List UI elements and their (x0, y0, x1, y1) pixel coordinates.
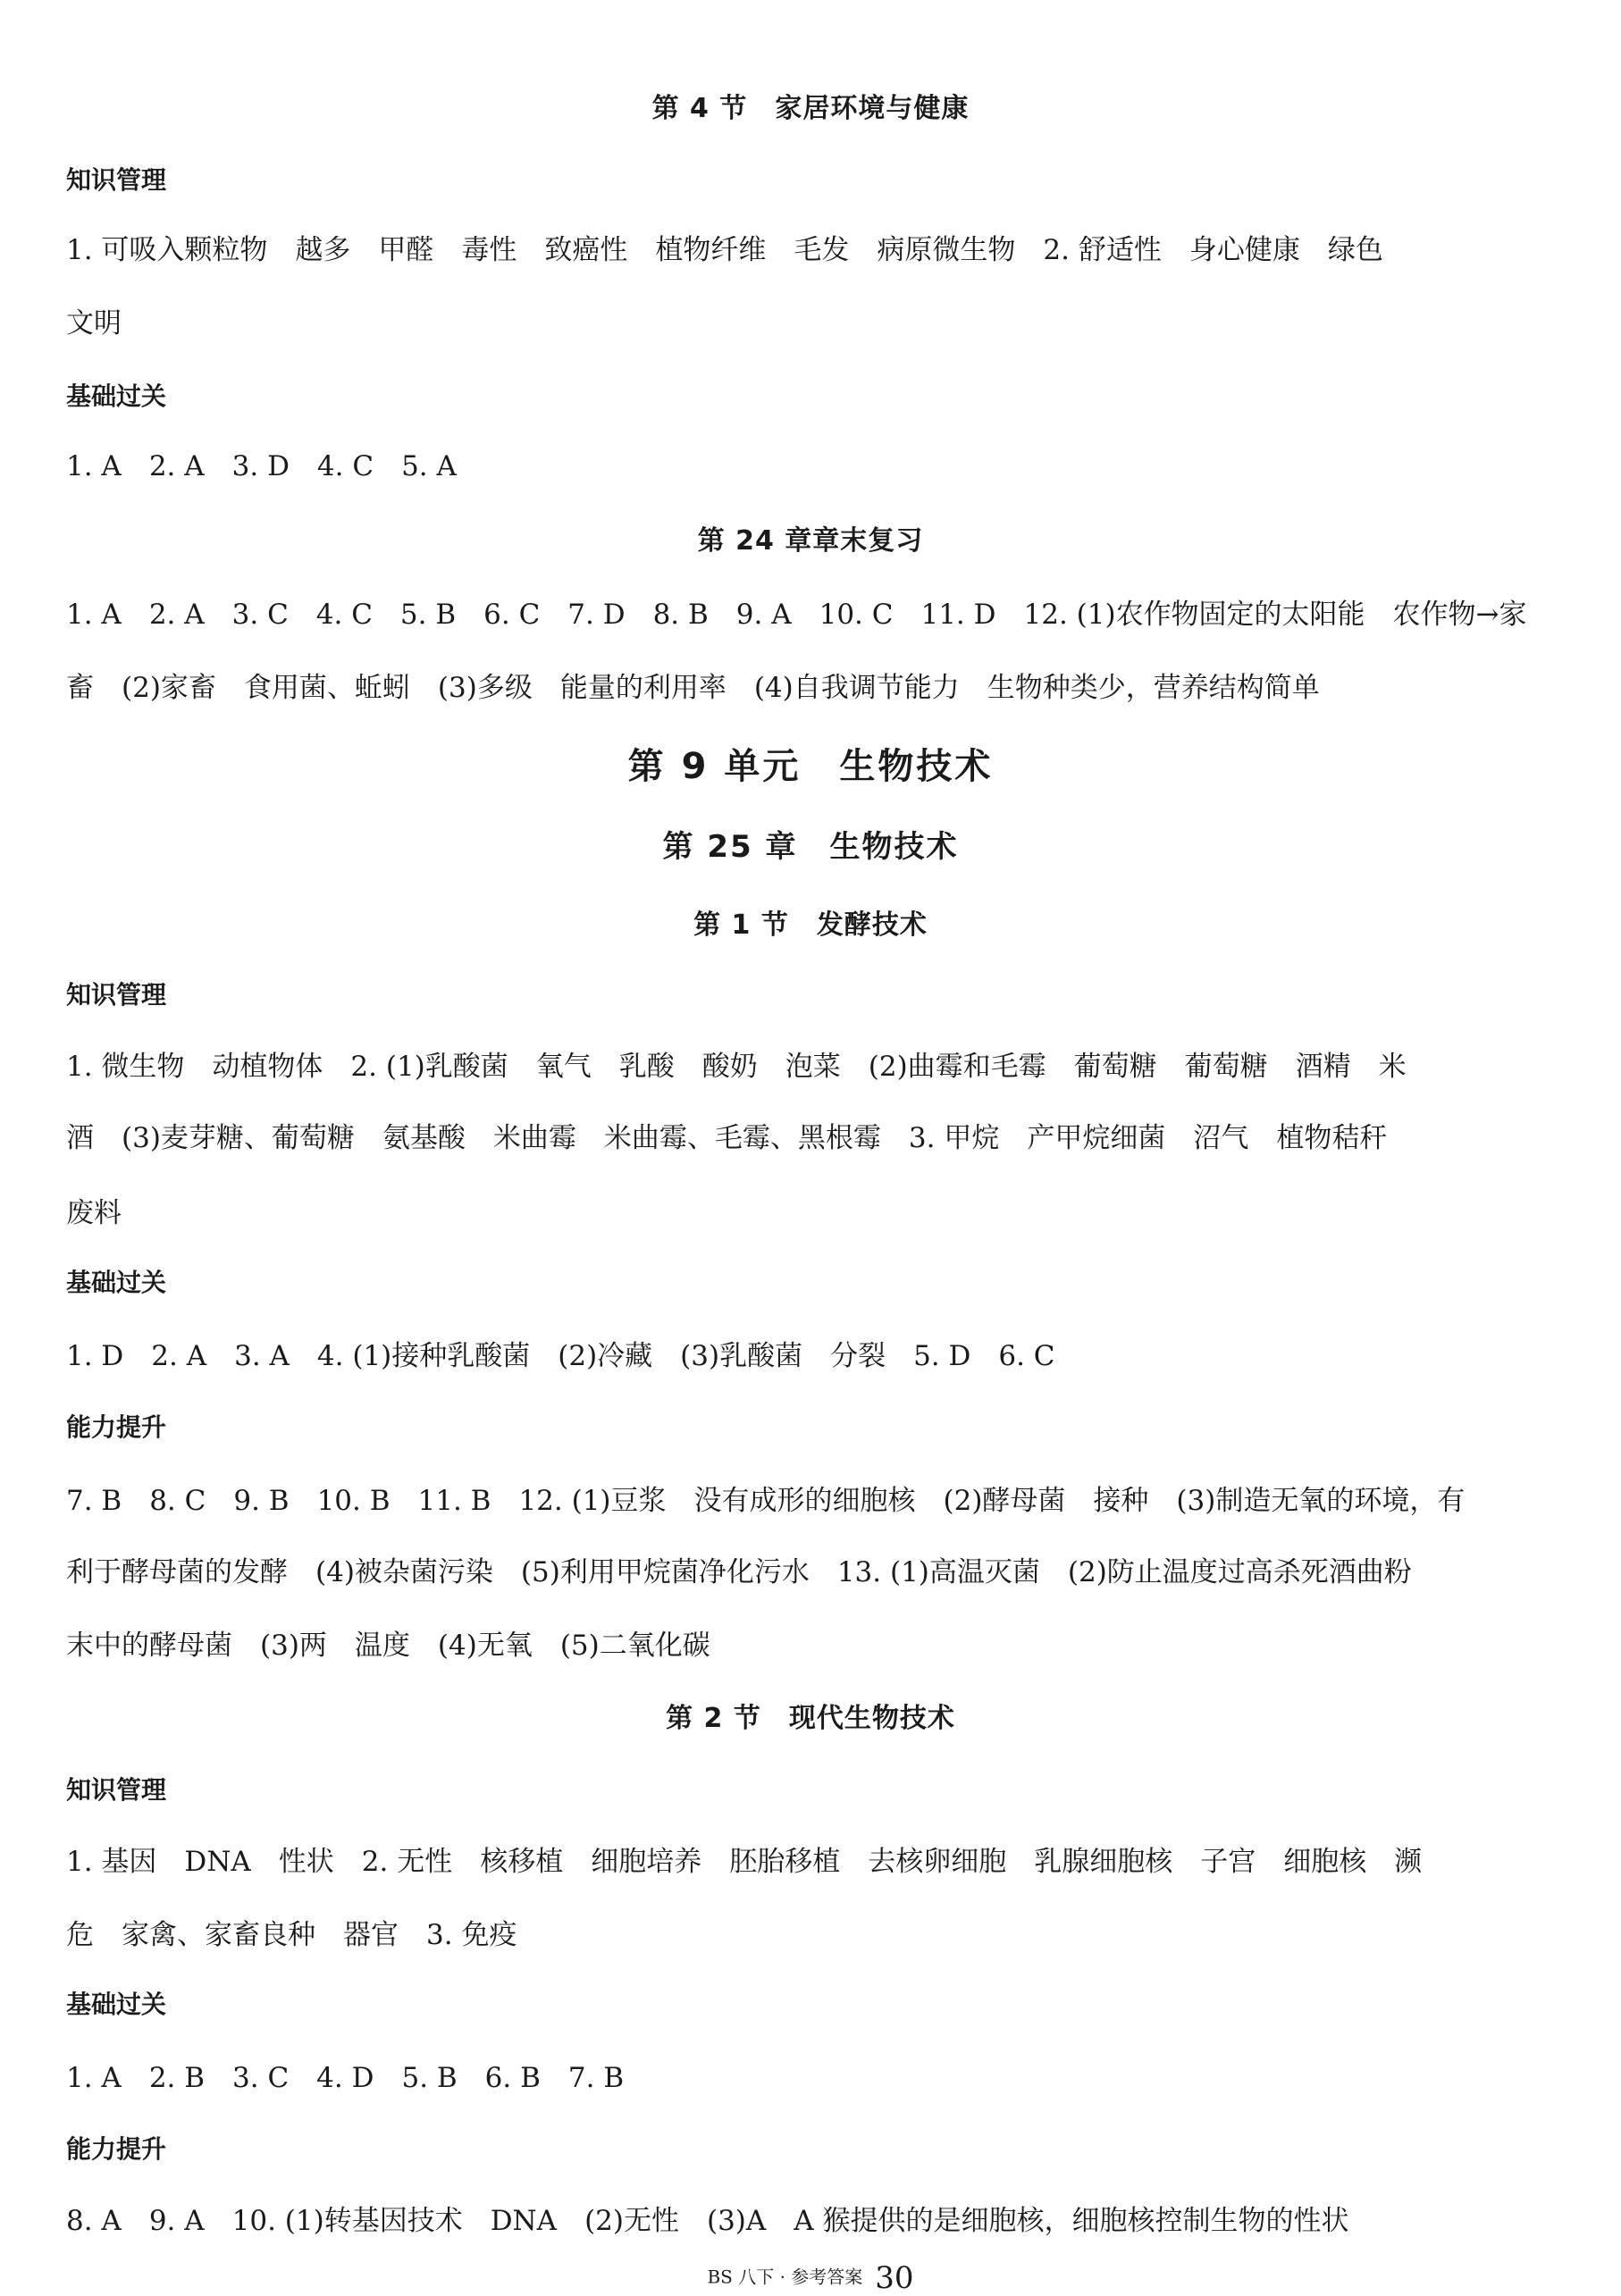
answer-line: 1. 基因 DNA 性状 2. 无性 核移植 细胞培养 胚胎移植 去核卵细胞 乳腺细胞核 子宫 细胞核 濒 (66, 1846, 1423, 1878)
section-heading: 第 1 节 发酵技术 (693, 909, 928, 941)
unit-heading: 第 9 单元 生物技术 (627, 746, 994, 787)
label-knowledge: 知识管理 (66, 165, 167, 195)
section-heading: 第 4 节 家居环境与健康 (651, 93, 970, 124)
answer-line: 1. 微生物 动植物体 2. (1)乳酸菌 氧气 乳酸 酸奶 泡菜 (2)曲霉和毛霉 葡萄糖 葡萄糖 酒精 米 (66, 1051, 1407, 1083)
answer-line: 1. A 2. A 3. C 4. C 5. B 6. C 7. D 8. B 9. A 10. C 11. D 12. (1)农作物固定的太阳能 农作物→家 (66, 599, 1527, 631)
answer-line: 1. D 2. A 3. A 4. (1)接种乳酸菌 (2)冷藏 (3)乳酸菌 分裂 5. D 6. C (66, 1340, 1055, 1372)
answer-line: 废料 (66, 1197, 122, 1229)
answer-line: 危 家禽、家畜良种 器官 3. 免疫 (66, 1919, 517, 1951)
page-footer (0, 2260, 1621, 2296)
answer-line: 1. A 2. A 3. D 4. C 5. A (66, 450, 457, 482)
label-knowledge: 知识管理 (66, 1775, 167, 1805)
answer-line: 1. 可吸入颗粒物 越多 甲醛 毒性 致癌性 植物纤维 毛发 病原微生物 2. 舒适性 身心健康 绿色 (66, 234, 1383, 266)
answer-line: 酒 (3)麦芽糖、葡萄糖 氨基酸 米曲霉 米曲霉、毛霉、黑根霉 3. 甲烷 产甲烷细菌 沼气 植物秸秆 (66, 1122, 1388, 1154)
answer-line: 文明 (66, 307, 122, 339)
page-number: 30 (875, 2260, 914, 2296)
answer-line: 末中的酵母菌 (3)两 温度 (4)无氧 (5)二氧化碳 (66, 1630, 710, 1662)
chapter-heading: 第 25 章 生物技术 (662, 829, 959, 865)
label-advanced: 能力提升 (66, 2134, 167, 2164)
label-basic: 基础过关 (66, 1268, 167, 1297)
footer-label: BS 八下 · 参考答案 (707, 2266, 863, 2288)
answer-line: 利于酵母菌的发酵 (4)被杂菌污染 (5)利用甲烷菌净化污水 13. (1)高温灭菌 (2)防止温度过高杀死酒曲粉 (66, 1556, 1412, 1588)
label-basic: 基础过关 (66, 1990, 167, 2019)
section-heading: 第 2 节 现代生物技术 (666, 1703, 955, 1734)
answer-line: 7. B 8. C 9. B 10. B 11. B 12. (1)豆浆 没有成形的细胞核 (2)酵母菌 接种 (3)制造无氧的环境，有 (66, 1485, 1466, 1517)
label-knowledge: 知识管理 (66, 980, 167, 1010)
label-advanced: 能力提升 (66, 1412, 167, 1442)
answer-line: 1. A 2. B 3. C 4. D 5. B 6. B 7. B (66, 2062, 625, 2094)
answer-line: 8. A 9. A 10. (1)转基因技术 DNA (2)无性 (3)A A 猴提供的是细胞核，细胞核控制生物的性状 (66, 2205, 1349, 2237)
chapter-review-heading: 第 24 章章末复习 (697, 525, 924, 557)
label-basic: 基础过关 (66, 381, 167, 411)
answer-line: 畜 (2)家畜 食用菌、蚯蚓 (3)多级 能量的利用率 (4)自我调节能力 生物种类少，营养结构简单 (66, 672, 1320, 704)
